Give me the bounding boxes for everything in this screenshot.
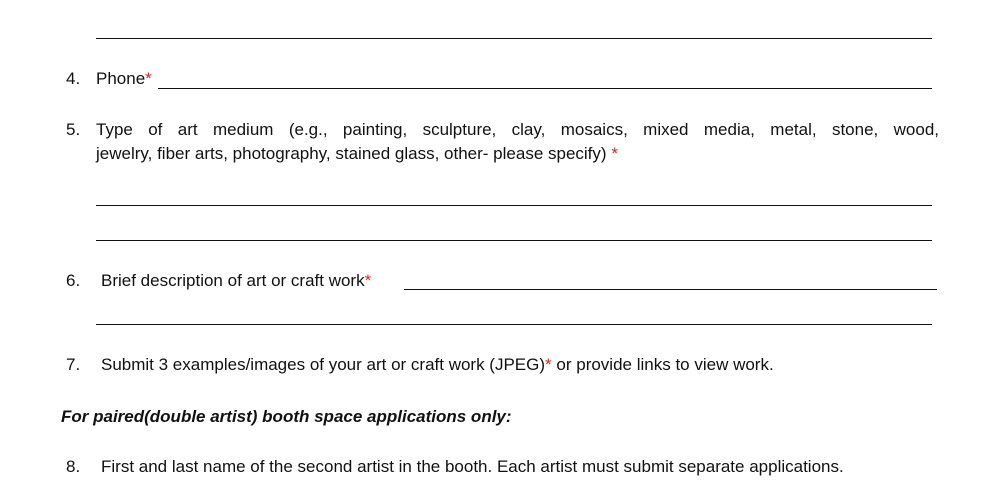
art-medium-answer-line-2[interactable] xyxy=(96,240,932,241)
question-number: 5. xyxy=(66,120,81,139)
question-label: First and last name of the second artist in the booth. Each artist must submit separate applications. xyxy=(101,457,844,476)
section-heading-paired-booth: For paired(double artist) booth space applications only: xyxy=(61,407,512,426)
question-label-line-1: Type of art medium (e.g., painting, sculpture, clay, mosaics, mixed media, metal, stone, wood, xyxy=(96,120,939,139)
question-label: Phone xyxy=(96,69,146,88)
required-asterisk: * xyxy=(611,144,618,163)
required-asterisk: * xyxy=(145,69,152,88)
required-asterisk: * xyxy=(364,271,372,290)
required-asterisk: * xyxy=(545,355,552,374)
question-number: 6. xyxy=(66,271,81,290)
question-number: 4. xyxy=(66,69,81,88)
description-answer-line-1[interactable] xyxy=(404,289,937,290)
question-label: Brief description of art or craft work xyxy=(101,271,365,290)
question-art-medium xyxy=(96,118,939,166)
question-number: 7. xyxy=(66,355,81,374)
art-medium-answer-line-1[interactable] xyxy=(96,205,932,206)
question-number: 8. xyxy=(66,457,81,476)
answer-line-previous[interactable] xyxy=(96,38,932,39)
description-answer-line-2[interactable] xyxy=(96,324,932,325)
question-label-line-2: jewelry, fiber arts, photography, stained glass, other- please specify) * xyxy=(96,144,618,163)
phone-answer-line[interactable] xyxy=(158,88,932,89)
question-label: Submit 3 examples/images of your art or craft work (JPEG) xyxy=(101,355,546,374)
question-label-suffix: or provide links to view work. xyxy=(551,355,774,374)
